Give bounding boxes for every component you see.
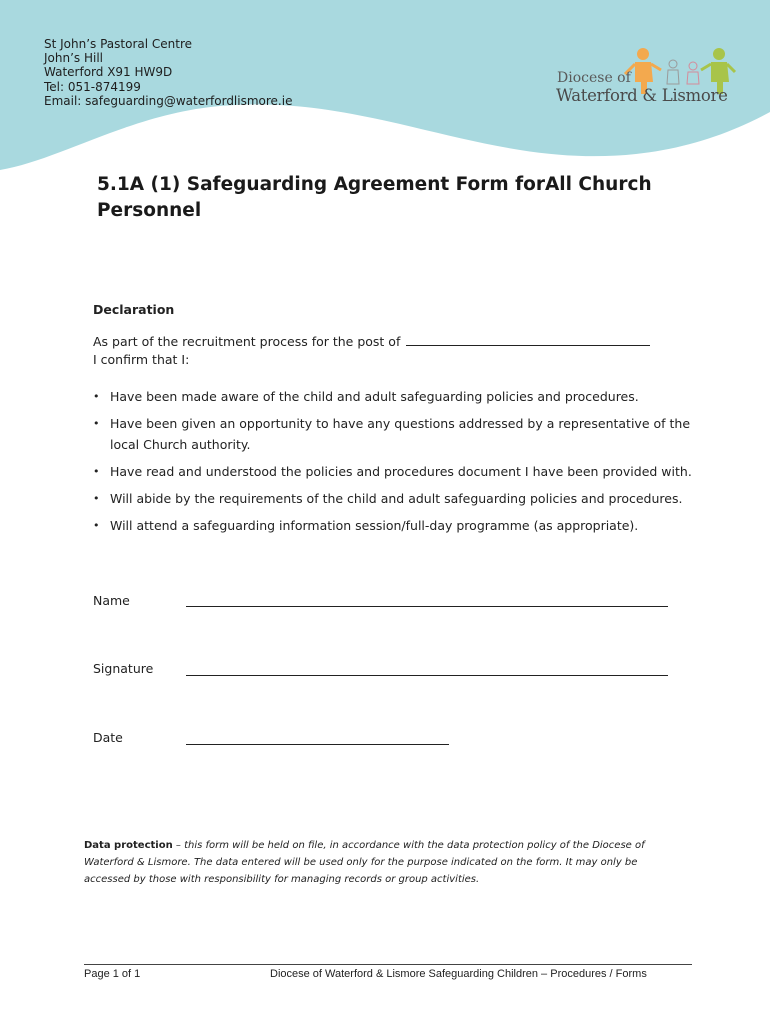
logo-text-line2: Waterford & Lismore <box>556 86 728 105</box>
list-item: • Have read and understood the policies and procedures document I have been provided with. <box>93 464 692 479</box>
page-number: Page 1 of 1 <box>84 968 141 980</box>
logo-text-line1: Diocese of <box>557 70 631 86</box>
form-title: 5.1A (1) Safeguarding Agreement Form forAll Church Personnel <box>97 174 652 221</box>
name-field[interactable] <box>186 606 668 607</box>
address-line: St John’s Pastoral Centre <box>44 37 193 51</box>
list-item: • Have been made aware of the child and adult safeguarding policies and procedures. <box>93 389 639 404</box>
intro-line2: I confirm that I: <box>93 352 190 367</box>
intro-text <box>93 333 650 369</box>
address-block <box>44 37 292 108</box>
post-blank-field[interactable] <box>406 334 650 346</box>
data-protection-label: Data protection <box>84 840 173 851</box>
footer-divider <box>84 964 692 965</box>
address-line: Waterford X91 HW9D <box>44 65 173 80</box>
signature-field[interactable] <box>186 675 668 676</box>
diocese-logo <box>553 48 738 110</box>
signature-label: Signature <box>93 661 154 676</box>
address-line: John’s Hill <box>44 51 103 66</box>
intro-line1: As part of the recruitment process for the post of <box>93 334 401 349</box>
data-protection-notice <box>84 837 684 888</box>
date-field[interactable] <box>186 744 449 745</box>
declaration-heading: Declaration <box>93 302 175 317</box>
name-label: Name <box>93 593 130 608</box>
footer-doc-title: Diocese of Waterford & Lismore Safeguarding Children – Procedures / Forms <box>270 968 647 980</box>
address-line: Tel: 051-874199 <box>44 79 141 94</box>
address-email[interactable]: Email: safeguarding@waterfordlismore.ie <box>44 93 293 108</box>
list-item: • Will attend a safeguarding information session/full-day programme (as appropriate). <box>93 518 639 533</box>
list-item: • Have been given an opportunity to have any questions addressed by a representative of the local Church authority. <box>93 416 691 452</box>
data-protection-text: – this form will be held on file, in accordance with the data protection policy of the Diocese of Waterford & Lismore. The data entered will be used only for the purpose indicated on the form. It may only be accessed by those with responsibility for managing records or group activities. <box>84 840 645 885</box>
list-item: • Will abide by the requirements of the child and adult safeguarding policies and procedures. <box>93 491 683 506</box>
date-label: Date <box>93 730 123 745</box>
declaration-list <box>93 386 713 542</box>
